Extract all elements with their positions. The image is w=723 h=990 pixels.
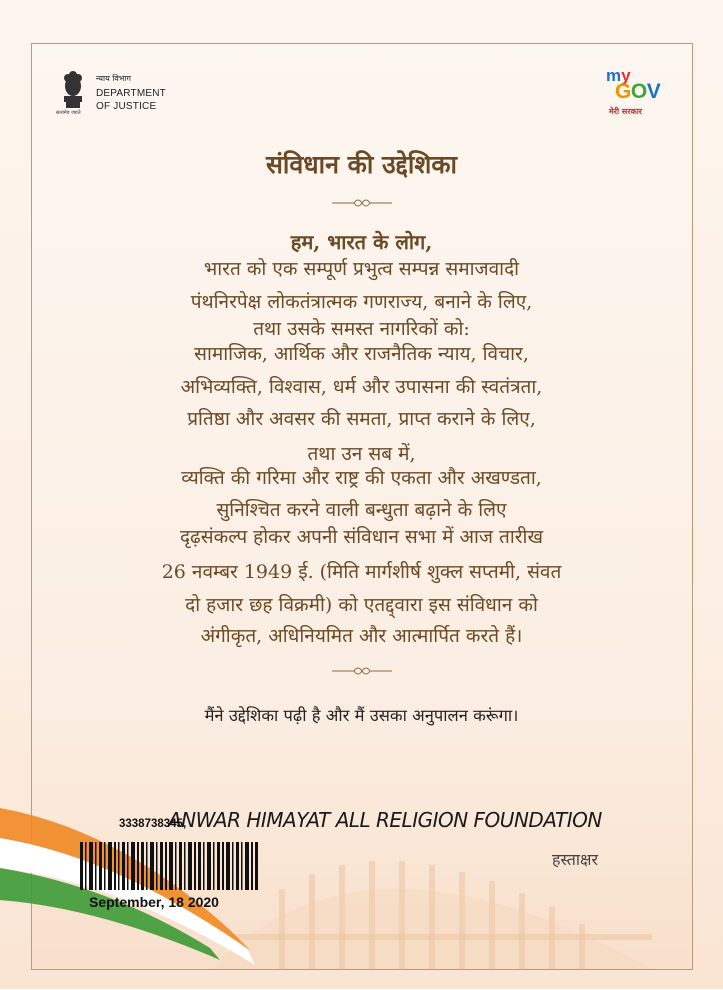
certificate-number: 3338738345, [119, 818, 187, 830]
preamble-line: भारत को एक सम्पूर्ण प्रभुत्व सम्पन्न समाजवादी [203, 258, 520, 280]
department-name-english [96, 87, 166, 113]
preamble-line: सामाजिक, आर्थिक और राजनैतिक न्याय, विचार, [194, 343, 529, 365]
preamble-line: सुनिश्चित करने वाली बन्धुता बढ़ाने के लिए [216, 499, 507, 521]
preamble-line: अभिव्यक्ति, विश्वास, धर्म और उपासना की स्वतंत्रता, [180, 376, 543, 398]
preamble-line: तथा उन सब में, [307, 443, 416, 465]
mygov-logo [603, 66, 673, 122]
barcode-icon [80, 842, 260, 890]
preamble-line: दो हजार छह विक्रमी) को एतद्द्वारा इस संविधान को [185, 594, 538, 616]
preamble-line: 26 नवम्बर 1949 ई. (मिति मार्गशीर्ष शुक्ल सप्तमी, संवत [161, 561, 562, 583]
mygov-logo-my: my [606, 66, 631, 85]
department-name-line2: OF JUSTICE [96, 101, 157, 112]
preamble-line: पंथनिरपेक्ष लोकतंत्रात्मक गणराज्य, बनाने के लिए, [190, 291, 533, 313]
preamble-line: व्यक्ति की गरिमा और राष्ट्र की एकता और अखण्डता, [181, 467, 542, 489]
signature-name: ANWAR HIMAYAT ALL RELIGION FOUNDATION [168, 808, 602, 832]
issue-date: September, 18 2020 [89, 894, 219, 910]
mygov-tagline: मेरी सरकार [609, 107, 643, 116]
document-title: संविधान की उद्देशिका [265, 150, 458, 179]
signature-label: हस्ताक्षर [552, 850, 599, 869]
preamble-line: तथा उसके समस्त नागरिकों को: [253, 318, 470, 340]
preamble-line: अंगीकृत, अधिनियमित और आत्मार्पित करते हैं। [200, 625, 523, 647]
department-name-hindi: न्याय विभाग [96, 74, 131, 83]
ornamental-divider-top [332, 196, 392, 210]
preamble-line: प्रतिष्ठा और अवसर की समता, प्राप्त कराने के लिए, [187, 408, 536, 430]
preamble-lead: हम, भारत के लोग, [290, 230, 433, 254]
department-logo [58, 68, 198, 123]
mygov-logo-gov: GOV [615, 80, 661, 103]
department-name-line1: DEPARTMENT [96, 88, 166, 99]
emblem-motto: सत्यमेव जयते [56, 110, 81, 116]
ornamental-divider-bottom [332, 664, 392, 678]
pledge-statement: मैंने उद्देशिका पढ़ी है और मैं उसका अनुपालन करूंगा। [204, 706, 519, 725]
preamble-line: दृढ़संकल्प होकर अपनी संविधान सभा में आज तारीख [179, 526, 544, 548]
